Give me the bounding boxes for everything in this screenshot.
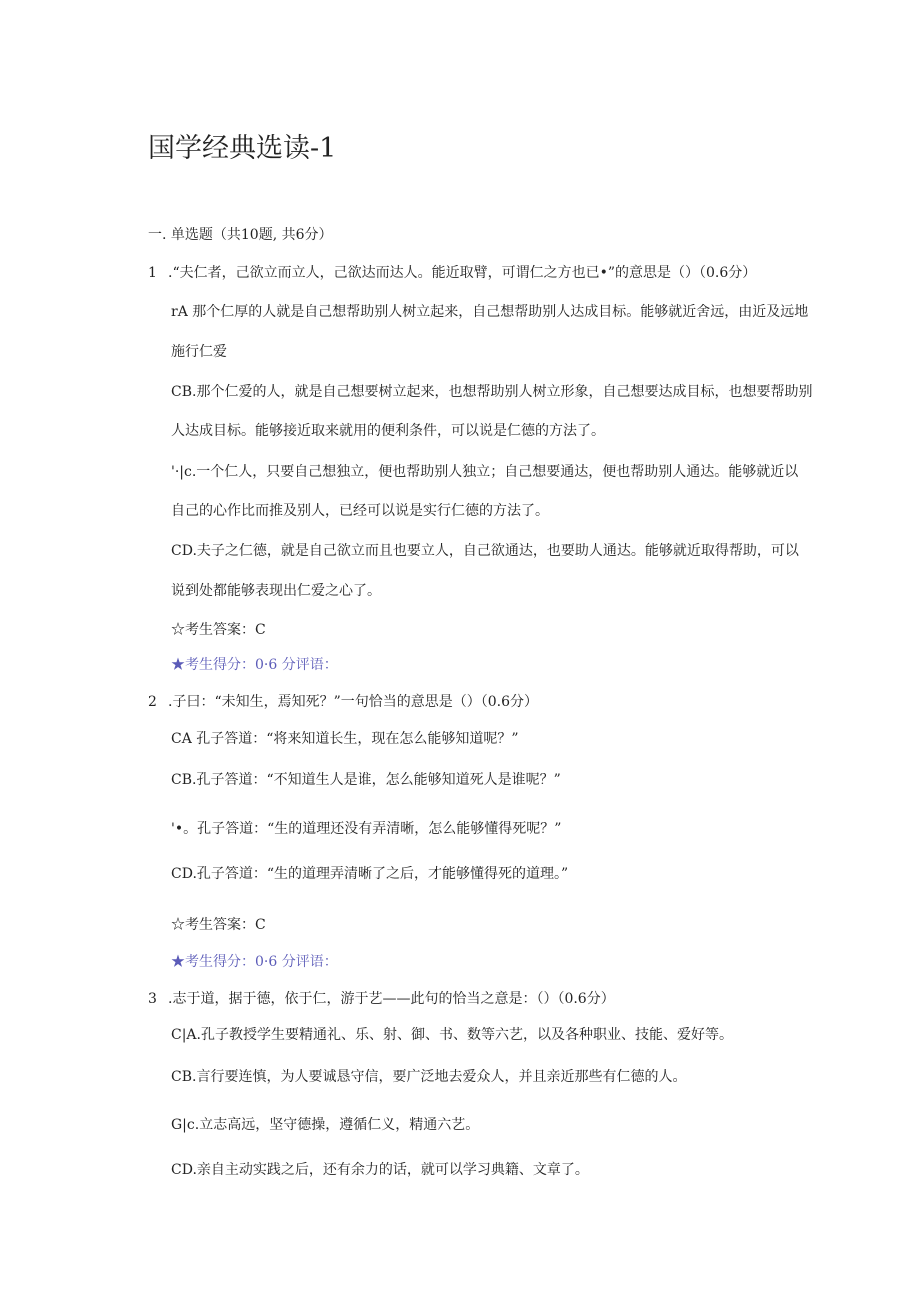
question-1-text: .“夫仁者，己欲立而立人，己欲达而达人。能近取臂，可谓仁之方也已•”的意思是（）（0.6分） — [168, 265, 757, 281]
section-header: 一. 单选题（共10题, 共6分） — [148, 227, 333, 243]
question-1-option-line: 自己的心作比而推及别人，已经可以说是实行仁德的方法了。 — [171, 503, 549, 519]
question-1-option-line: 施行仁爱 — [171, 344, 227, 360]
question-3-stem — [148, 988, 615, 1008]
question-3-option-line[interactable]: CB.言行要连慎，为人要诚恳守信，要广泛地去爱众人，并且亲近那些有仁德的人。 — [171, 1069, 687, 1085]
question-2-text: .子曰：“未知生，焉知死？”一句恰当的意思是（）（0.6分） — [168, 694, 539, 710]
question-1-option-line[interactable]: rA 那个仁厚的人就是自己想帮助别人树立起来，自己想帮助别人达成目标。能够就近舍远，由近及远地 — [171, 304, 809, 320]
question-1-score: ★考生得分：0·6 分评语： — [171, 657, 338, 673]
question-1-stem — [148, 262, 756, 282]
question-1-option-line: 说到处都能够表现出仁爱之心了。 — [171, 583, 381, 599]
question-3-number: 3 — [148, 991, 157, 1007]
question-1-answer: ☆考生答案：C — [171, 622, 266, 638]
question-1-option-line[interactable]: CD.夫子之仁德，就是自己欲立而且也要立人，自己欲通达，也要助人通达。能够就近取得帮助，可以 — [171, 543, 799, 559]
question-2-stem — [148, 691, 538, 711]
question-3-option-line[interactable]: CD.亲自主动实践之后，还有余力的话，就可以学习典籍、文章了。 — [171, 1162, 589, 1178]
question-1-option-line[interactable]: CB.那个仁爱的人，就是自己想要树立起来，也想帮助别人树立形象，自己想要达成目标，也想要帮助别 — [171, 384, 813, 400]
question-3-option-line[interactable]: C|A.孔子教授学生要精通礼、乐、射、御、书、数等六艺，以及各种职业、技能、爱好等。 — [171, 1027, 733, 1043]
question-2-option-line[interactable]: CD.孔子答道：“生的道理弄清晰了之后，才能够懂得死的道理。” — [171, 866, 569, 882]
question-2-score: ★考生得分：0·6 分评语： — [171, 954, 338, 970]
document-title: 国学经典选读-1 — [148, 133, 337, 164]
question-1-number: 1 — [148, 265, 157, 281]
question-2-option-line[interactable]: CA 孔子答道：“将来知道长生，现在怎么能够知道呢？” — [171, 731, 519, 747]
question-3-text: .志于道，据于德，依于仁，游于艺——此句的恰当之意是：（）（0.6分） — [168, 991, 615, 1007]
question-1-option-line: 人达成目标。能够接近取来就用的便利条件，可以说是仁德的方法了。 — [171, 423, 605, 439]
question-2-answer: ☆考生答案：C — [171, 917, 266, 933]
question-2-option-line[interactable]: '•。孔子答道：“生的道理还没有弄清晰，怎么能够懂得死呢？” — [171, 821, 562, 837]
question-2-number: 2 — [148, 694, 157, 710]
question-3-option-line[interactable]: G|c.立志高远，坚守德操，遵循仁义，精通六艺。 — [171, 1117, 480, 1133]
question-1-option-line[interactable]: '·|c.一个仁人，只要自己想独立，便也帮助别人独立；自己想要通达，便也帮助别人通达。能够就近以 — [171, 464, 799, 480]
question-2-option-line[interactable]: CB.孔子答道：“不知道生人是谁，怎么能够知道死人是谁呢？” — [171, 772, 561, 788]
